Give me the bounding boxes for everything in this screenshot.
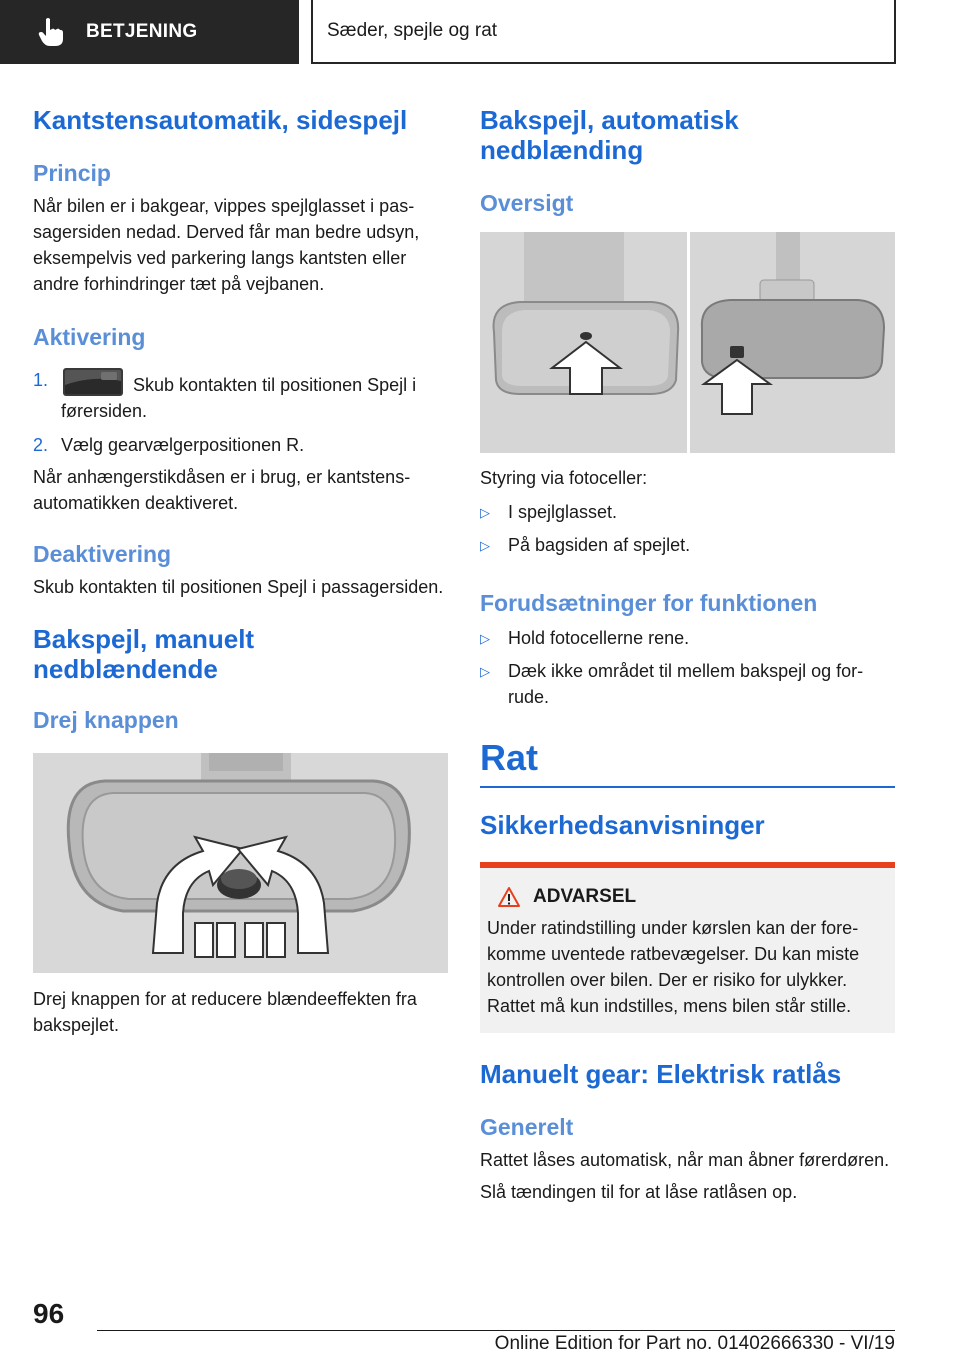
auto-dimming-mirror-image bbox=[480, 232, 895, 453]
step-number: 2. bbox=[33, 435, 49, 455]
rearview-mirror-knob-image bbox=[33, 753, 448, 973]
left-column bbox=[33, 100, 448, 1038]
footer-rule bbox=[97, 1330, 895, 1331]
chapter-title: Sæder, spejle og rat bbox=[327, 20, 498, 41]
drej-caption: Drej knappen for at reducere blændeeffekten fra bakspejlet. bbox=[33, 989, 417, 1035]
right-column bbox=[480, 100, 895, 1205]
triangle-right-icon: ▷ bbox=[480, 631, 490, 646]
styring-item: På bagsiden af spejlet. bbox=[508, 535, 691, 555]
mirror-switch-icon bbox=[61, 367, 125, 397]
step-number: 1. bbox=[33, 370, 49, 390]
step1-content bbox=[61, 367, 448, 424]
section-tab bbox=[0, 0, 299, 64]
list-item bbox=[33, 432, 448, 458]
edition-text: Online Edition for Part no. 01402666330 - VI/19 bbox=[494, 1333, 895, 1354]
heading-bakspejl-manuelt: Bakspejl, manuelt nedblændende bbox=[33, 624, 255, 684]
heading-oversigt: Oversigt bbox=[480, 190, 574, 216]
list-item bbox=[480, 532, 895, 559]
step1-text: Skub kontakten til positionen Spejl i førersiden. bbox=[61, 375, 417, 421]
heading-princip: Princip bbox=[33, 160, 111, 186]
heading-aktivering: Aktivering bbox=[33, 324, 146, 350]
list-item bbox=[480, 658, 895, 710]
list-item bbox=[480, 499, 895, 526]
forud-item: Dæk ikke området til mellem bakspejl og forrude. bbox=[508, 661, 864, 707]
generelt-text-1: Rattet låses automatisk, når man åbner førerdøren. bbox=[480, 1150, 890, 1170]
heading-kantsten: Kantstensautomatik, sidespejl bbox=[33, 105, 408, 135]
deaktivering-text: Skub kontakten til positionen Spejl i passagersiden. bbox=[33, 577, 444, 597]
generelt-text-2: Slå tændingen til for at låse ratlåsen op. bbox=[480, 1182, 798, 1202]
page-number: 96 bbox=[33, 1298, 65, 1329]
warning-header bbox=[487, 886, 887, 908]
heading-rule bbox=[480, 786, 895, 788]
heading-bakspejl-auto: Bakspejl, automatisk nedblænding bbox=[480, 105, 739, 165]
styring-label: Styring via fotoceller: bbox=[480, 468, 648, 488]
triangle-right-icon: ▷ bbox=[480, 664, 490, 679]
list-item bbox=[33, 367, 448, 424]
warning-triangle-icon bbox=[497, 886, 521, 908]
warning-box bbox=[480, 862, 895, 1033]
hand-pointer-icon bbox=[38, 17, 64, 47]
aktivering-note: Når anhængerstikdåsen er i brug, er kantstensautomatikken deaktiveret. bbox=[33, 467, 411, 513]
list-item bbox=[480, 625, 895, 652]
warning-title: ADVARSEL bbox=[533, 886, 637, 907]
heading-generelt: Generelt bbox=[480, 1114, 574, 1140]
triangle-right-icon: ▷ bbox=[480, 505, 490, 520]
chapter-heading-rat: Rat bbox=[480, 737, 539, 778]
heading-deaktivering: Deaktivering bbox=[33, 541, 172, 567]
princip-text: Når bilen er i bakgear, vippes spejlglasset i passagersiden nedad. Derved får man bedre udsyn, eksempelvis ved parkering langs kantsten eller andre forhindringer tæt på vejbanen. bbox=[33, 196, 420, 294]
forud-item: Hold fotocellerne rene. bbox=[508, 628, 690, 648]
heading-forudsaetninger: Forudsætninger for funktionen bbox=[480, 590, 818, 616]
warning-text: Under ratindstilling under kørslen kan der forekomme uventede ratbevægelser. Du kan miste kontrollen over bilen. Der er risiko for ulykker. Rattet må kun indstilles, mens bilen står stille. bbox=[487, 918, 860, 1016]
step2-text: Vælg gearvælgerpositionen R. bbox=[61, 435, 305, 455]
chapter-title-box bbox=[311, 0, 896, 64]
triangle-right-icon: ▷ bbox=[480, 538, 490, 553]
section-label: BETJENING bbox=[86, 21, 198, 42]
styring-item: I spejlglasset. bbox=[508, 502, 618, 522]
heading-manuelt-gear: Manuelt gear: Elektrisk ratlås bbox=[480, 1059, 842, 1089]
heading-sikkerhed: Sikkerhedsanvisninger bbox=[480, 810, 765, 840]
heading-drej: Drej knappen bbox=[33, 707, 179, 733]
